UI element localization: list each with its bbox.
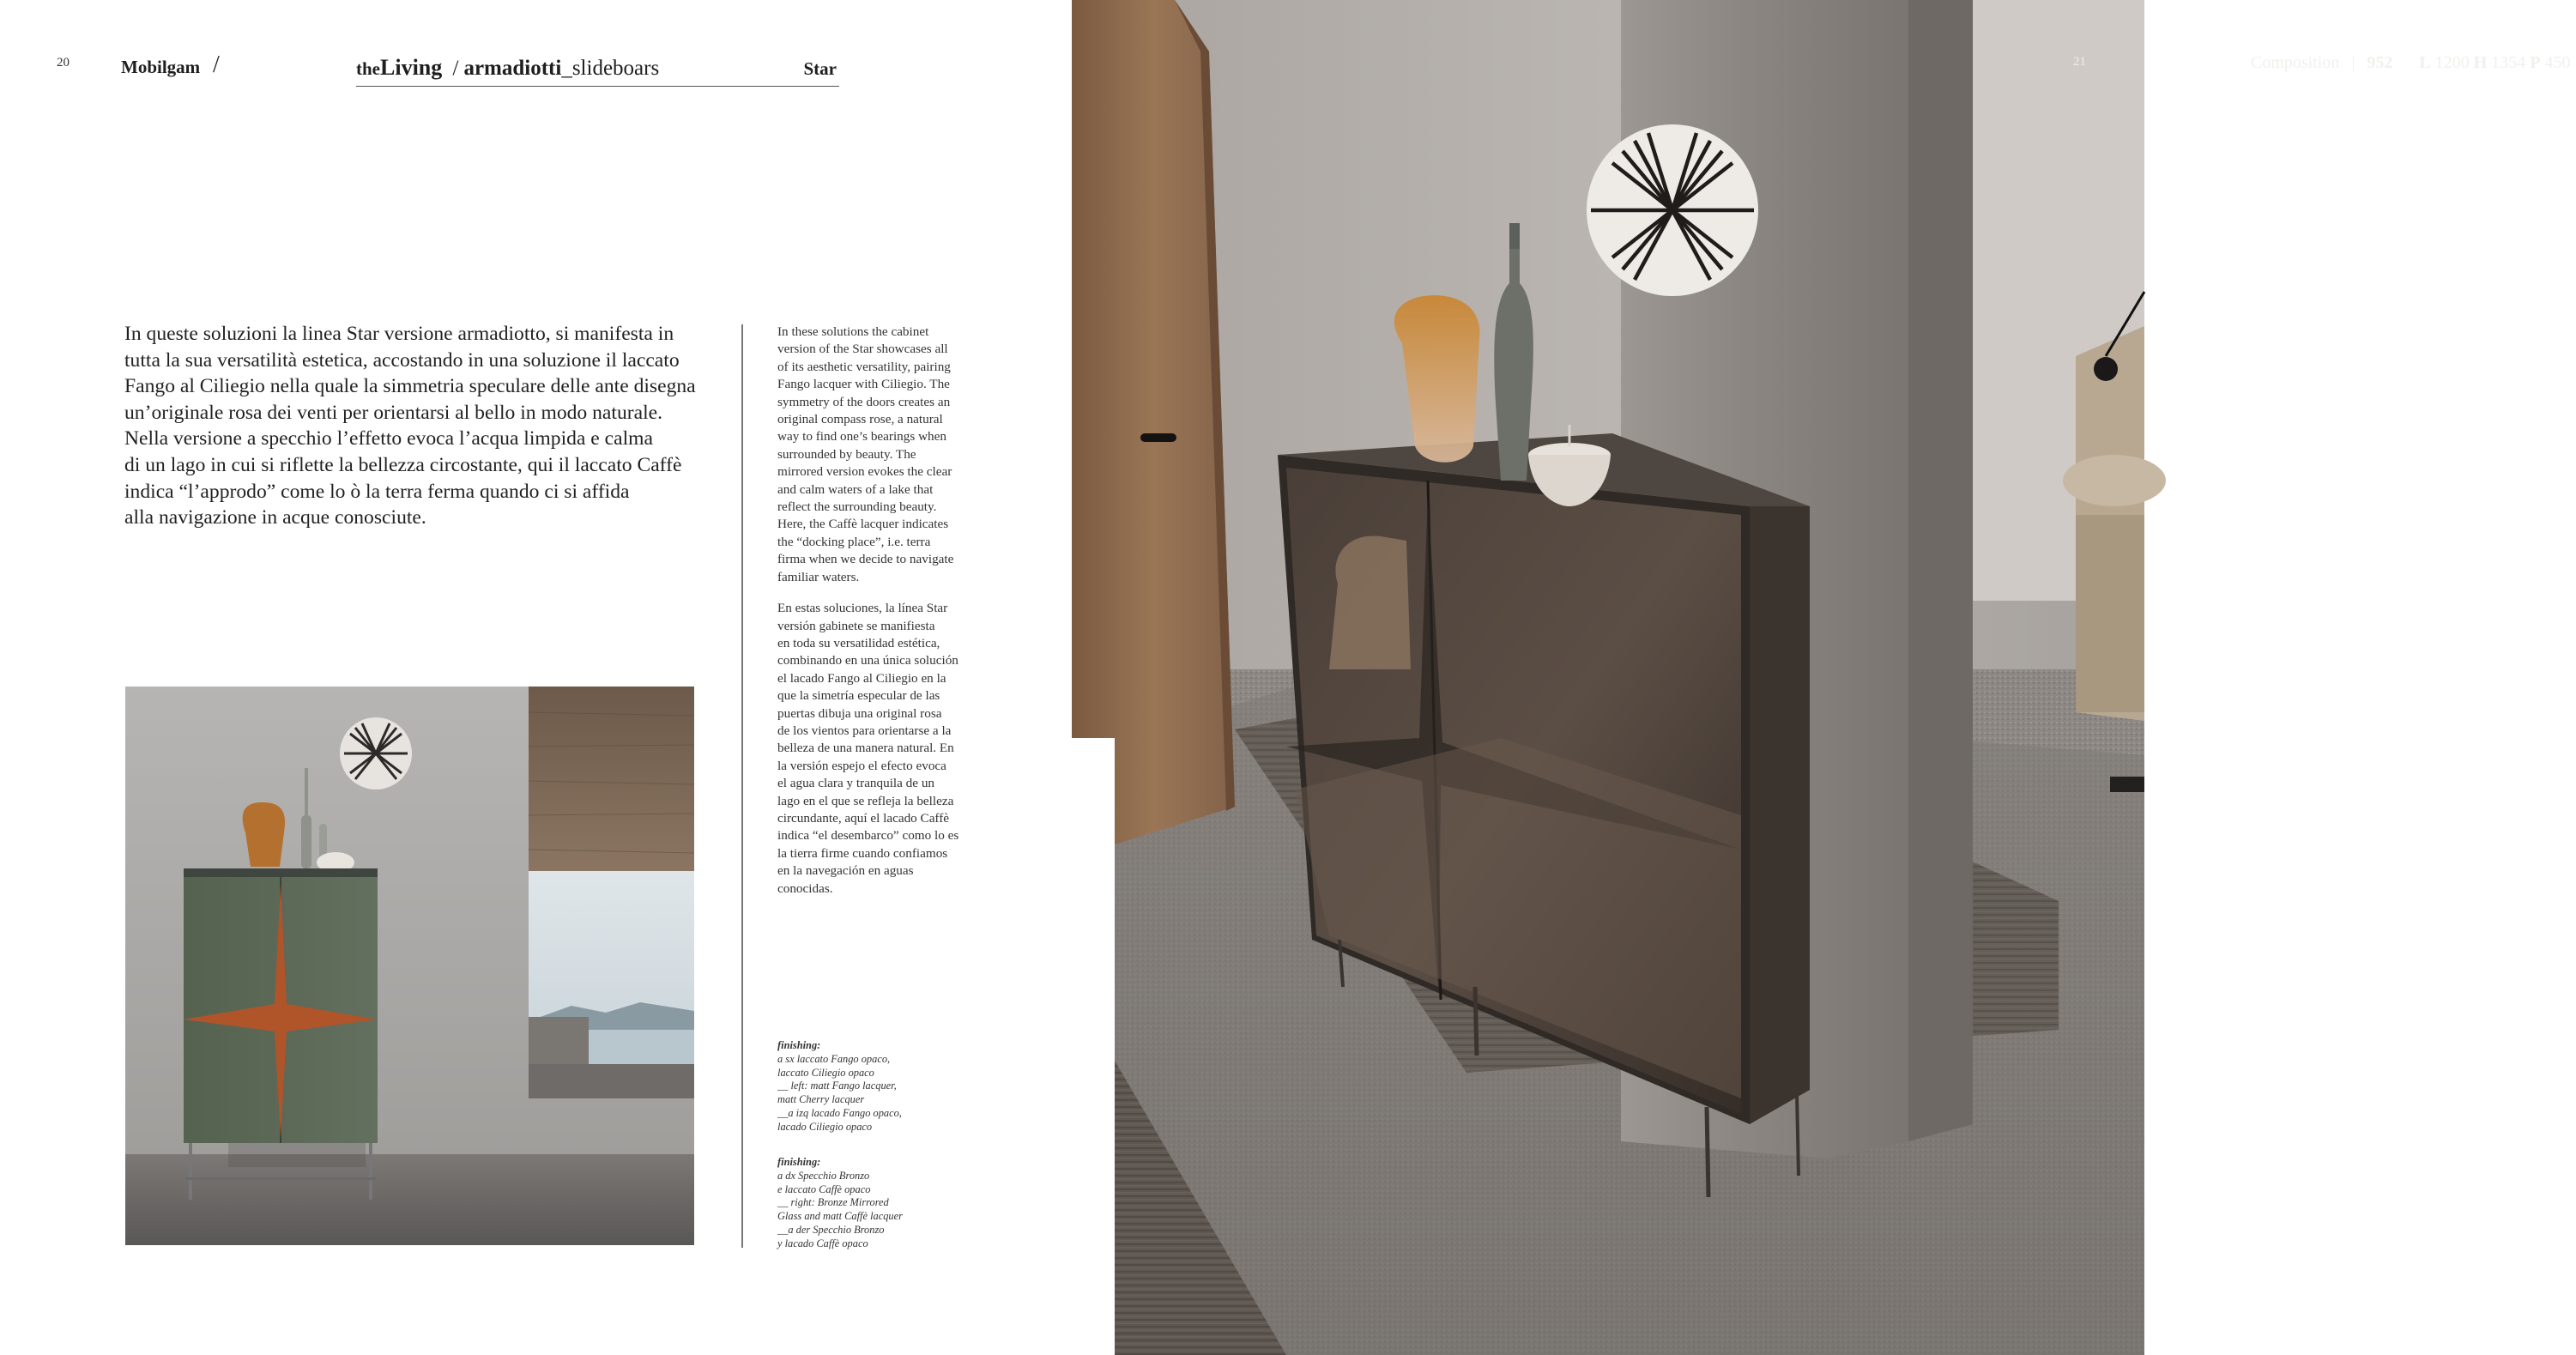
header-the: the [356,58,380,79]
dimension-p-value: 450 [2544,53,2571,72]
header-living: Living [380,55,443,80]
product-photo-green-cabinet [125,687,694,1245]
italian-description [124,321,717,531]
finishing-note-1: finishing: a sx laccato Fango opaco, laccato Ciliegio opaco __ left: matt Fango lacquer, matt Cherry lacquer __a izq lacado Fango opaco, lacado Ciliegio opaco [777,1039,949,1134]
dimension-l-value: 1200 [2434,53,2470,72]
header-separator: / [452,57,459,80]
dimension-l-label: L [2419,53,2431,72]
finishing-title: finishing: [777,1039,821,1051]
brand-separator: / [213,51,220,78]
header-category-rest: _slideboars [561,57,660,80]
page-number-left: 20 [57,56,70,70]
header-collection: Star [803,58,837,79]
brand-name: Mobilgam [121,57,201,77]
italian-line: Nella versione a specchio l’effetto evoca l’acqua limpida e calma [124,427,653,451]
italian-line: Fango al Ciliegio nella quale la simmetria speculare delle ante disegna [124,375,696,398]
header-category: armadiotti [463,57,562,80]
composition-separator: | [2351,53,2355,72]
composition-label [2251,53,2576,85]
composition-number: 952 [2367,53,2393,72]
dimension-p-label: P [2530,53,2541,72]
column-divider [741,324,743,1248]
composition-title: Composition [2251,53,2340,72]
italian-line: alla navigazione in acque conosciute. [124,506,426,529]
left-page [0,0,1072,1355]
product-photo-mirror-cabinet [1072,0,2144,1355]
italian-line: di un lago in cui si riflette la bellezza circostante, qui il laccato Caffè [124,453,682,476]
finishing-title: finishing: [777,1156,821,1168]
italian-line: tutta la sua versatilità estetica, accostando in una soluzione il laccato [124,348,680,372]
section-header [356,55,839,87]
right-page [1072,0,2571,1355]
translations-column [777,324,983,906]
dimension-h-label: H [2473,53,2488,72]
english-description: In these solutions the cabinet version of the Star showcases all of its aesthetic versatility, pairing Fango lacquer with Ciliegio. The symmetry of the doors creates an original compass rose, a natural way to find one’s bearings when surrounded by beauty. The mirrored version evokes the clear and calm waters of a lake that reflect the surrounding beauty. Here, the Caffè lacquer indicates the “docking place”, i.e. terra firma when we decide to navigate familiar waters. [777,324,954,584]
italian-line: indica “l’approdo” come lo ò la terra ferma quando ci si affida [124,480,630,503]
italian-line: In queste soluzioni la linea Star versione armadiotto, si manifesta in [124,323,674,345]
dimension-h-value: 1354 [2491,53,2526,72]
page-number-right: 21 [2073,55,2086,69]
finishing-note-2: finishing: a dx Specchio Bronzo e laccato Caffè opaco __ right: Bronze Mirrored Glass and matt Caffè lacquer __a der Specchio Bronzo y lacado Caffè opaco [777,1156,949,1251]
italian-line: un’originale rosa dei venti per orientarsi al bello in modo naturale. [124,401,662,424]
spanish-description: En estas soluciones, la línea Star versión gabinete se manifiesta en toda su versatilidad estética, combinando en una única solución el lacado Fango al Ciliegio en la que la simetría especular de las puertas dibuja una original rosa de los vientos para orientarse a la belleza de una manera natural. En la versión espejo el efecto evoca el agua clara y tranquila de un lago en el que se refleja la belleza circundante, aquí el lacado Caffè indica “el desembarco” como lo es la tierra firme cuando confiamos en la navegación en aguas conocidas. [777,601,959,896]
